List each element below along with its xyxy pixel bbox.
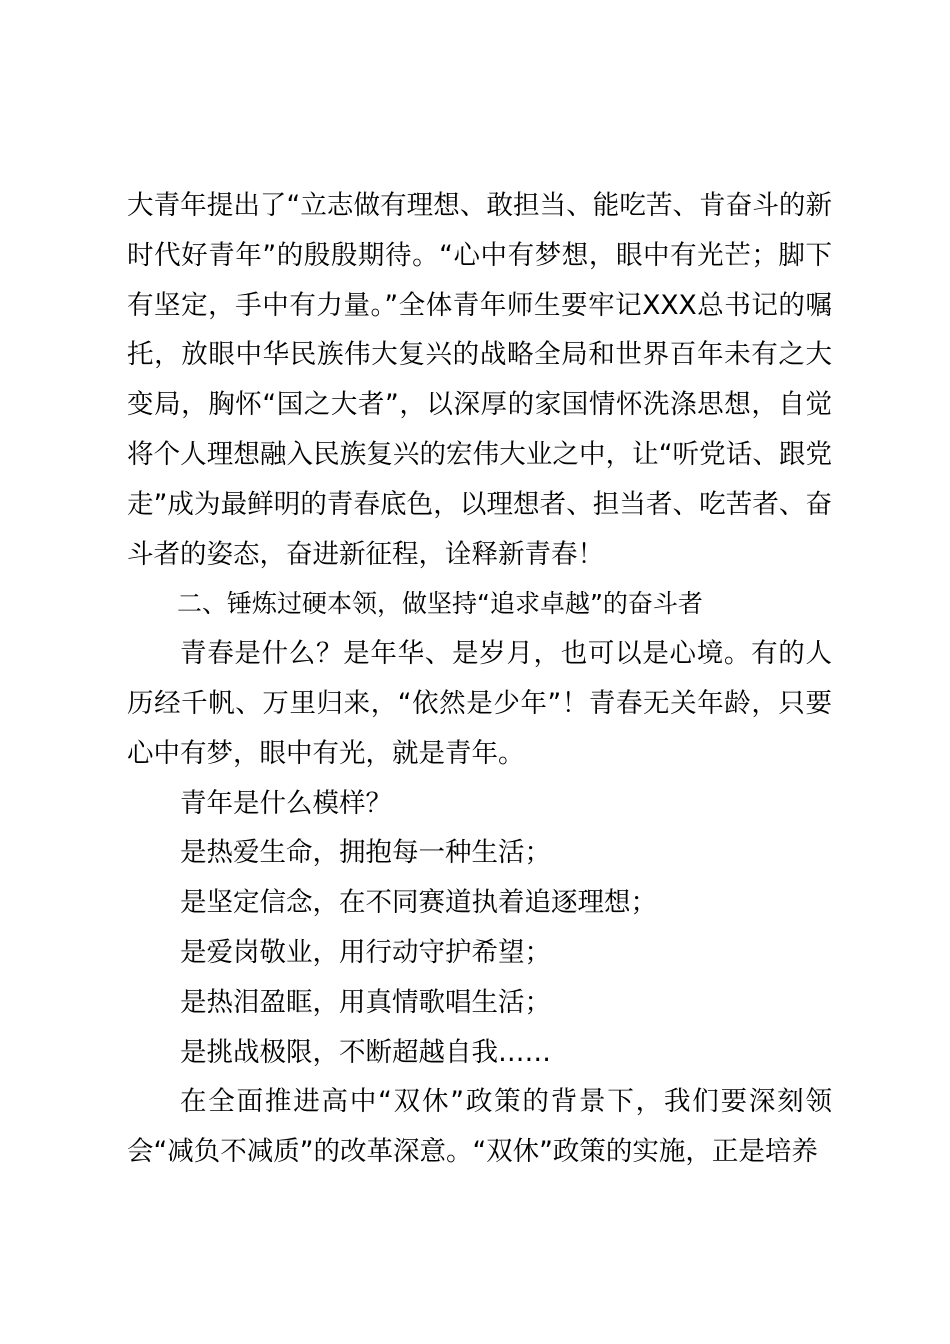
document-body xyxy=(127,181,832,1177)
paragraph-list-item-5: 是挑战极限，不断超越自我…… xyxy=(180,1036,551,1068)
paragraph-policy: 在全面推进高中“双休”政策的背景下，我们要深刻领会“减负不减质”的改革深意。“双休”政策的实施，正是培养 xyxy=(127,1086,832,1168)
paragraph-youth-question: 青年是什么模样？ xyxy=(180,787,392,819)
paragraph-list-item-3: 是爱岗敬业，用行动守护希望； xyxy=(180,936,551,968)
paragraph-list-item-1: 是热爱生命，拥抱每一种生活； xyxy=(180,837,551,869)
paragraph-intro: 大青年提出了“立志做有理想、敢担当、能吃苦、肯奋斗的新时代好青年”的殷殷期待。“心中有梦想，眼中有光芒；脚下有坚定，手中有力量。”全体青年师生要牢记XXX总书记的嘱托，放眼中华民族伟大复兴的战略全局和世界百年未有之大变局，胸怀“国之大者”，以深厚的家国情怀洗涤思想，自觉将个人理想融入民族复兴的宏伟大业之中，让“听党话、跟党走”成为最鲜明的青春底色，以理想者、担当者、吃苦者、奋斗者的姿态，奋进新征程，诠释新青春！ xyxy=(127,190,832,570)
section-heading: 二、锤炼过硬本领，做坚持“追求卓越”的奋斗者 xyxy=(177,589,703,619)
paragraph-list-item-4: 是热泪盈眶，用真情歌唱生活； xyxy=(180,986,551,1018)
paragraph-list-item-2: 是坚定信念，在不同赛道执着追逐理想； xyxy=(180,887,657,919)
paragraph-youth-definition: 青春是什么？是年华、是岁月，也可以是心境。有的人历经千帆、万里归来，“依然是少年”！青春无关年龄，只要心中有梦，眼中有光，就是青年。 xyxy=(127,638,832,769)
